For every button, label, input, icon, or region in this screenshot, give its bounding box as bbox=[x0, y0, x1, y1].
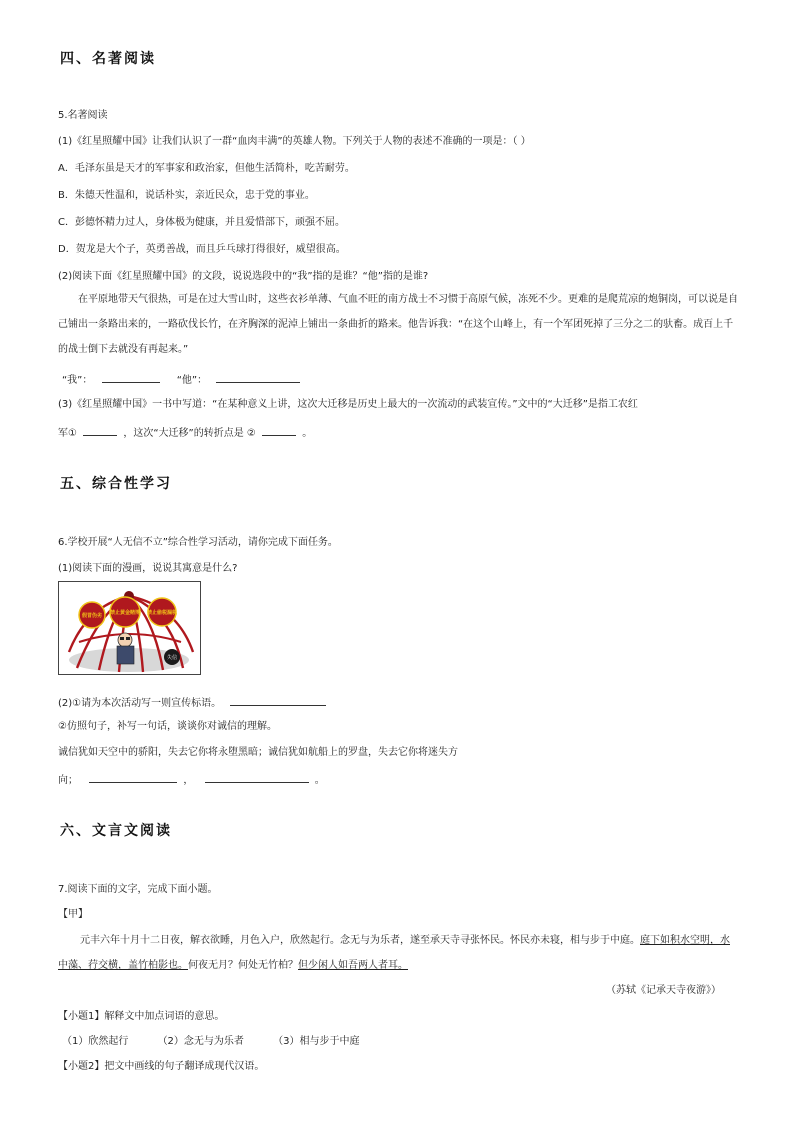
sub1-item-2: （2）念无与为乐者 bbox=[157, 1036, 244, 1047]
option-c: C．彭德怀精力过人，身体极为健康，并且爱惜部下，顽强不屈。 bbox=[58, 217, 345, 228]
answer-ta-blank[interactable] bbox=[216, 372, 300, 383]
q5-3-part3: 。 bbox=[302, 428, 313, 439]
question-6-1: (1)阅读下面的漫画，说说其寓意是什么? bbox=[58, 563, 238, 574]
question-5-3a: (3)《红星照耀中国》一书中写道：“在某种意义上讲，这次大迁移是历史上最大的一次流动的武装宣传。”文中的“大迁移”是指工农红 bbox=[58, 399, 638, 410]
comic-label-3: 禁止偷税漏税 bbox=[146, 610, 178, 616]
sub-question-2: 【小题2】把文中画线的句子翻译成现代汉语。 bbox=[58, 1061, 265, 1072]
q5-3-part2: ，这次“大迁移”的转折点是 ② bbox=[123, 428, 256, 439]
sub-question-1: 【小题1】解释文中加点词语的意思。 bbox=[58, 1011, 225, 1022]
classical-text bbox=[58, 928, 730, 978]
classical-text-underlined-1: 庭下如积水空明，水中藻、荇交横，盖竹柏影也。 bbox=[58, 935, 730, 971]
question-5-title: 5.名著阅读 bbox=[58, 110, 108, 121]
imitation-blank-1[interactable] bbox=[89, 772, 177, 783]
q6-2d-text: 向； bbox=[58, 775, 78, 786]
option-b: B．朱德天性温和，说话朴实，亲近民众，忠于党的事业。 bbox=[58, 190, 315, 201]
answer-wo-label: “我”： bbox=[62, 375, 93, 386]
imitation-blank-2[interactable] bbox=[205, 772, 309, 783]
option-a: A．毛泽东虽是天才的军事家和政治家，但他生活简朴，吃苦耐劳。 bbox=[58, 163, 355, 174]
answer-wo-blank[interactable] bbox=[102, 372, 160, 383]
jia-label: 【甲】 bbox=[58, 909, 88, 920]
sub1-item-3: （3）相与步于中庭 bbox=[273, 1036, 360, 1047]
sub1-item-1: （1）欣然起行 bbox=[62, 1036, 129, 1047]
q6-2d-mid: ， bbox=[183, 775, 194, 786]
source-citation: （苏轼《记承天寺夜游》） bbox=[606, 985, 721, 996]
section-heading-6: 六、文言文阅读 bbox=[60, 823, 172, 839]
cartoon-illustration bbox=[59, 582, 200, 674]
question-5-1: (1)《红星照耀中国》让我们认识了一群“血肉丰满”的英雄人物。下列关于人物的表述不准确的一项是：（ ） bbox=[58, 136, 531, 147]
comic-label-2: 禁止黄金赌博 bbox=[109, 610, 141, 616]
slogan-blank[interactable] bbox=[230, 695, 326, 706]
answer-blank-1[interactable] bbox=[83, 425, 117, 436]
answer-blank-2[interactable] bbox=[262, 425, 296, 436]
question-6-2d bbox=[58, 772, 325, 788]
classical-text-underlined-2: 但少闲人如吾两人者耳。 bbox=[298, 960, 408, 971]
question-6-title: 6.学校开展“人无信不立”综合性学习活动，请你完成下面任务。 bbox=[58, 537, 338, 548]
question-6-2c: 诚信犹如天空中的骄阳，失去它你将永堕黑暗；诚信犹如航船上的罗盘，失去它你将迷失方 bbox=[58, 747, 458, 758]
comic-label-1: 假冒伪劣 bbox=[81, 613, 103, 619]
sub-question-1-items bbox=[62, 1035, 360, 1049]
cartoon-figure bbox=[117, 633, 134, 664]
classical-text-plain: 元丰六年十月十二日夜，解衣欲睡，月色入户，欣然起行。念无与为乐者，遂至承天寺寻张怀民。怀民亦未寝，相与步于中庭。 bbox=[80, 935, 640, 946]
q5-3-part1: 军① bbox=[58, 428, 77, 439]
question-5-2: (2)阅读下面《红星照耀中国》的文段，说说选段中的“我”指的是谁？“他”指的是谁? bbox=[58, 271, 429, 282]
classical-text-question: 何夜无月？何处无竹柏？ bbox=[188, 960, 298, 971]
question-7-title: 7.阅读下面的文字，完成下面小题。 bbox=[58, 884, 218, 895]
option-d: D．贺龙是大个子，英勇善战，而且乒乓球打得很好，威望很高。 bbox=[58, 244, 346, 255]
comic-label-4: 失信 bbox=[166, 655, 178, 661]
cartoon-image bbox=[58, 581, 201, 675]
question-5-3b bbox=[58, 425, 312, 441]
answer-ta-label: “他”： bbox=[176, 375, 208, 386]
q6-2d-end: 。 bbox=[314, 775, 325, 786]
q6-2a-text: (2)①请为本次活动写一则宣传标语。 bbox=[58, 698, 222, 709]
answer-line-wo-ta bbox=[62, 372, 300, 388]
passage: 在平原地带天气很热，可是在过大雪山时，这些衣衫单薄、气血不旺的南方战士不习惯于高原气候，冻死不少。更难的是爬荒凉的炮铜岗，可以说是自己铺出一条路出来的，一路砍伐长竹，在齐胸深的泥淖上铺出一条曲折的路来。他告诉我：“在这个山峰上，有一个军团死掉了三分之二的驮畜。成百上千的战士倒下去就没有再起来。” bbox=[58, 294, 738, 355]
section-heading-4: 四、名著阅读 bbox=[60, 51, 156, 67]
section-heading-5: 五、综合性学习 bbox=[60, 476, 172, 492]
question-6-2b: ②仿照句子，补写一句话，谈谈你对诚信的理解。 bbox=[58, 721, 277, 732]
question-6-2a bbox=[58, 695, 326, 711]
